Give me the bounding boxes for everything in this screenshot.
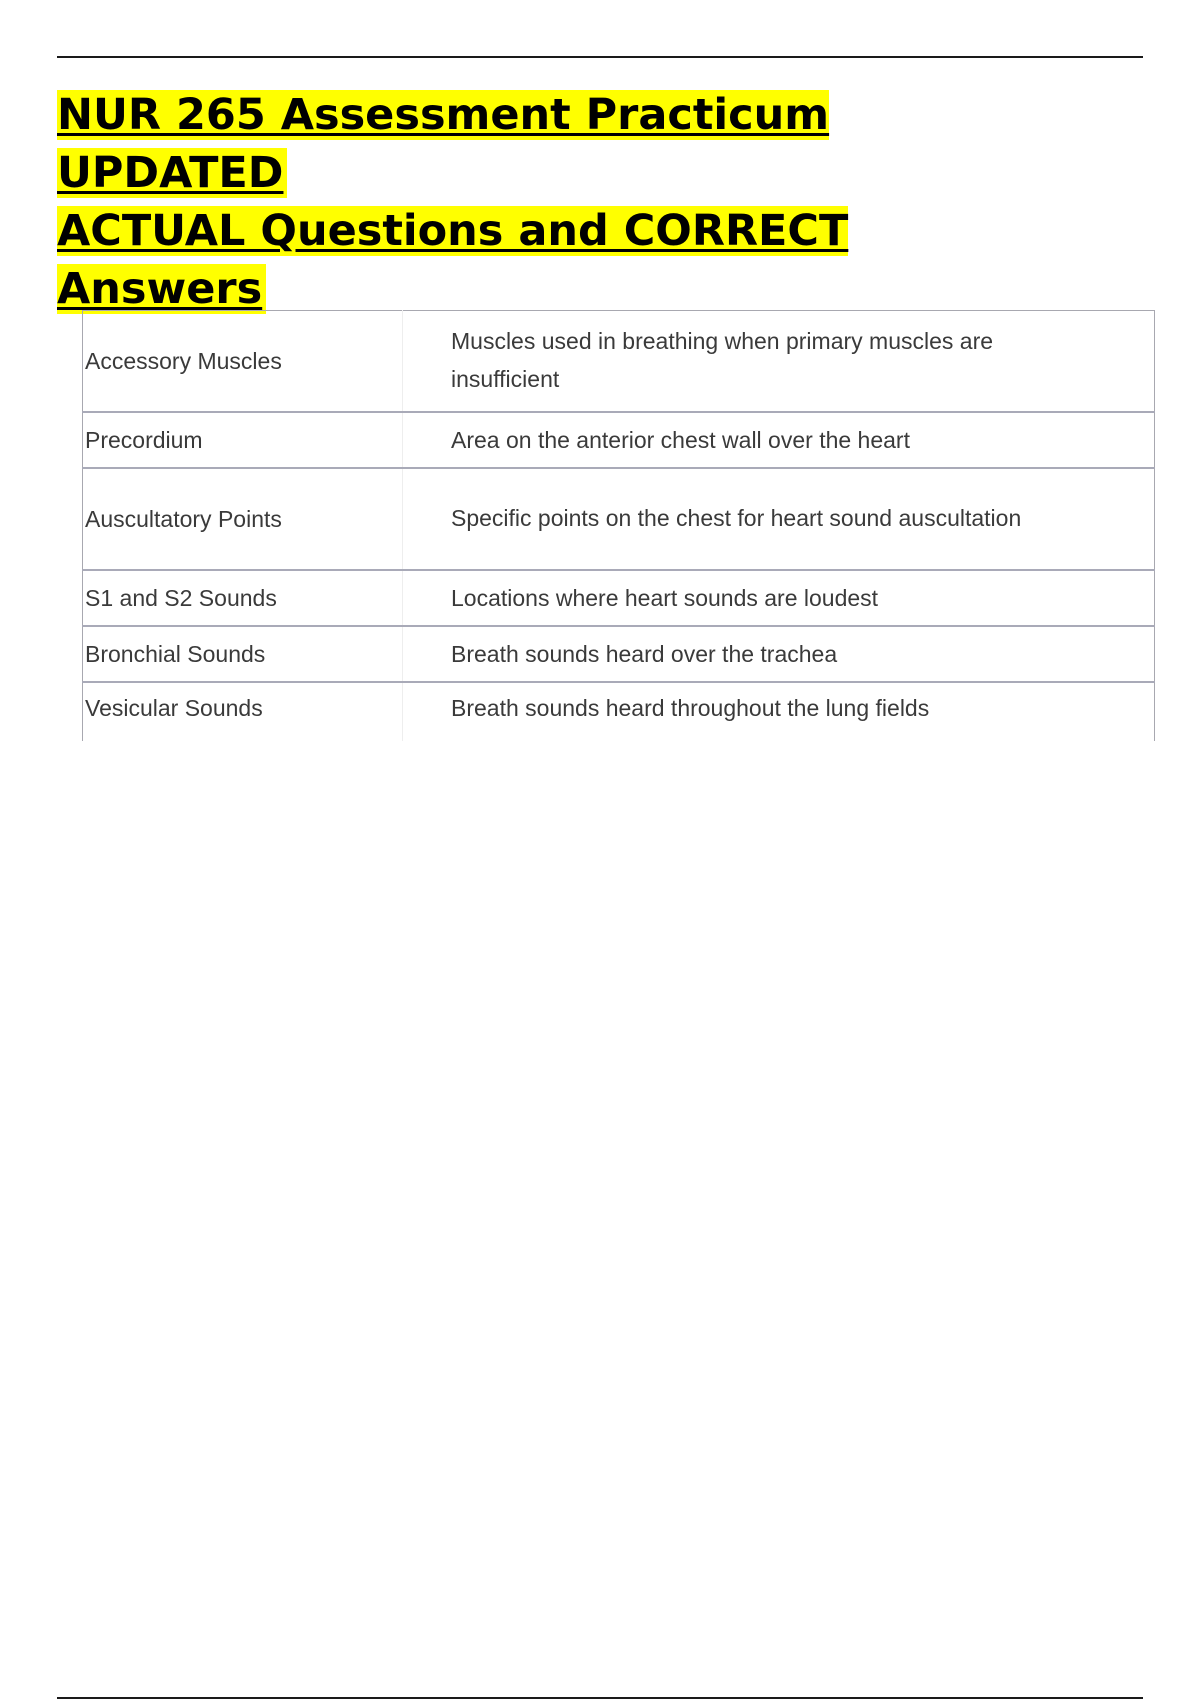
definition-cell: Breath sounds heard throughout the lung fields [403, 682, 1155, 741]
footer-rule [57, 1697, 1143, 1699]
title-line-2: ACTUAL Questions and CORRECT Answers [57, 206, 849, 314]
term-cell: Precordium [83, 412, 403, 468]
table-row [83, 626, 1155, 682]
definition-cell: Breath sounds heard over the trachea [403, 626, 1155, 682]
header-rule [57, 56, 1143, 58]
table-row [83, 412, 1155, 468]
table-row [83, 468, 1155, 570]
term-cell: Auscultatory Points [83, 468, 403, 570]
table-row [83, 682, 1155, 741]
term-cell: Vesicular Sounds [83, 682, 403, 741]
definition-cell: Area on the anterior chest wall over the heart [403, 412, 1155, 468]
table-row [83, 311, 1155, 413]
term-cell: Bronchial Sounds [83, 626, 403, 682]
definition-cell: Muscles used in breathing when primary muscles are insufficient [403, 311, 1155, 413]
definition-cell: Locations where heart sounds are loudest [403, 570, 1155, 626]
title-line-1: NUR 265 Assessment Practicum UPDATED [57, 90, 830, 198]
term-cell: S1 and S2 Sounds [83, 570, 403, 626]
definition-cell: Specific points on the chest for heart sound auscultation [403, 468, 1155, 570]
qa-table [82, 310, 1155, 741]
table-row [83, 570, 1155, 626]
term-cell: Accessory Muscles [83, 311, 403, 413]
page-title [57, 86, 1057, 318]
